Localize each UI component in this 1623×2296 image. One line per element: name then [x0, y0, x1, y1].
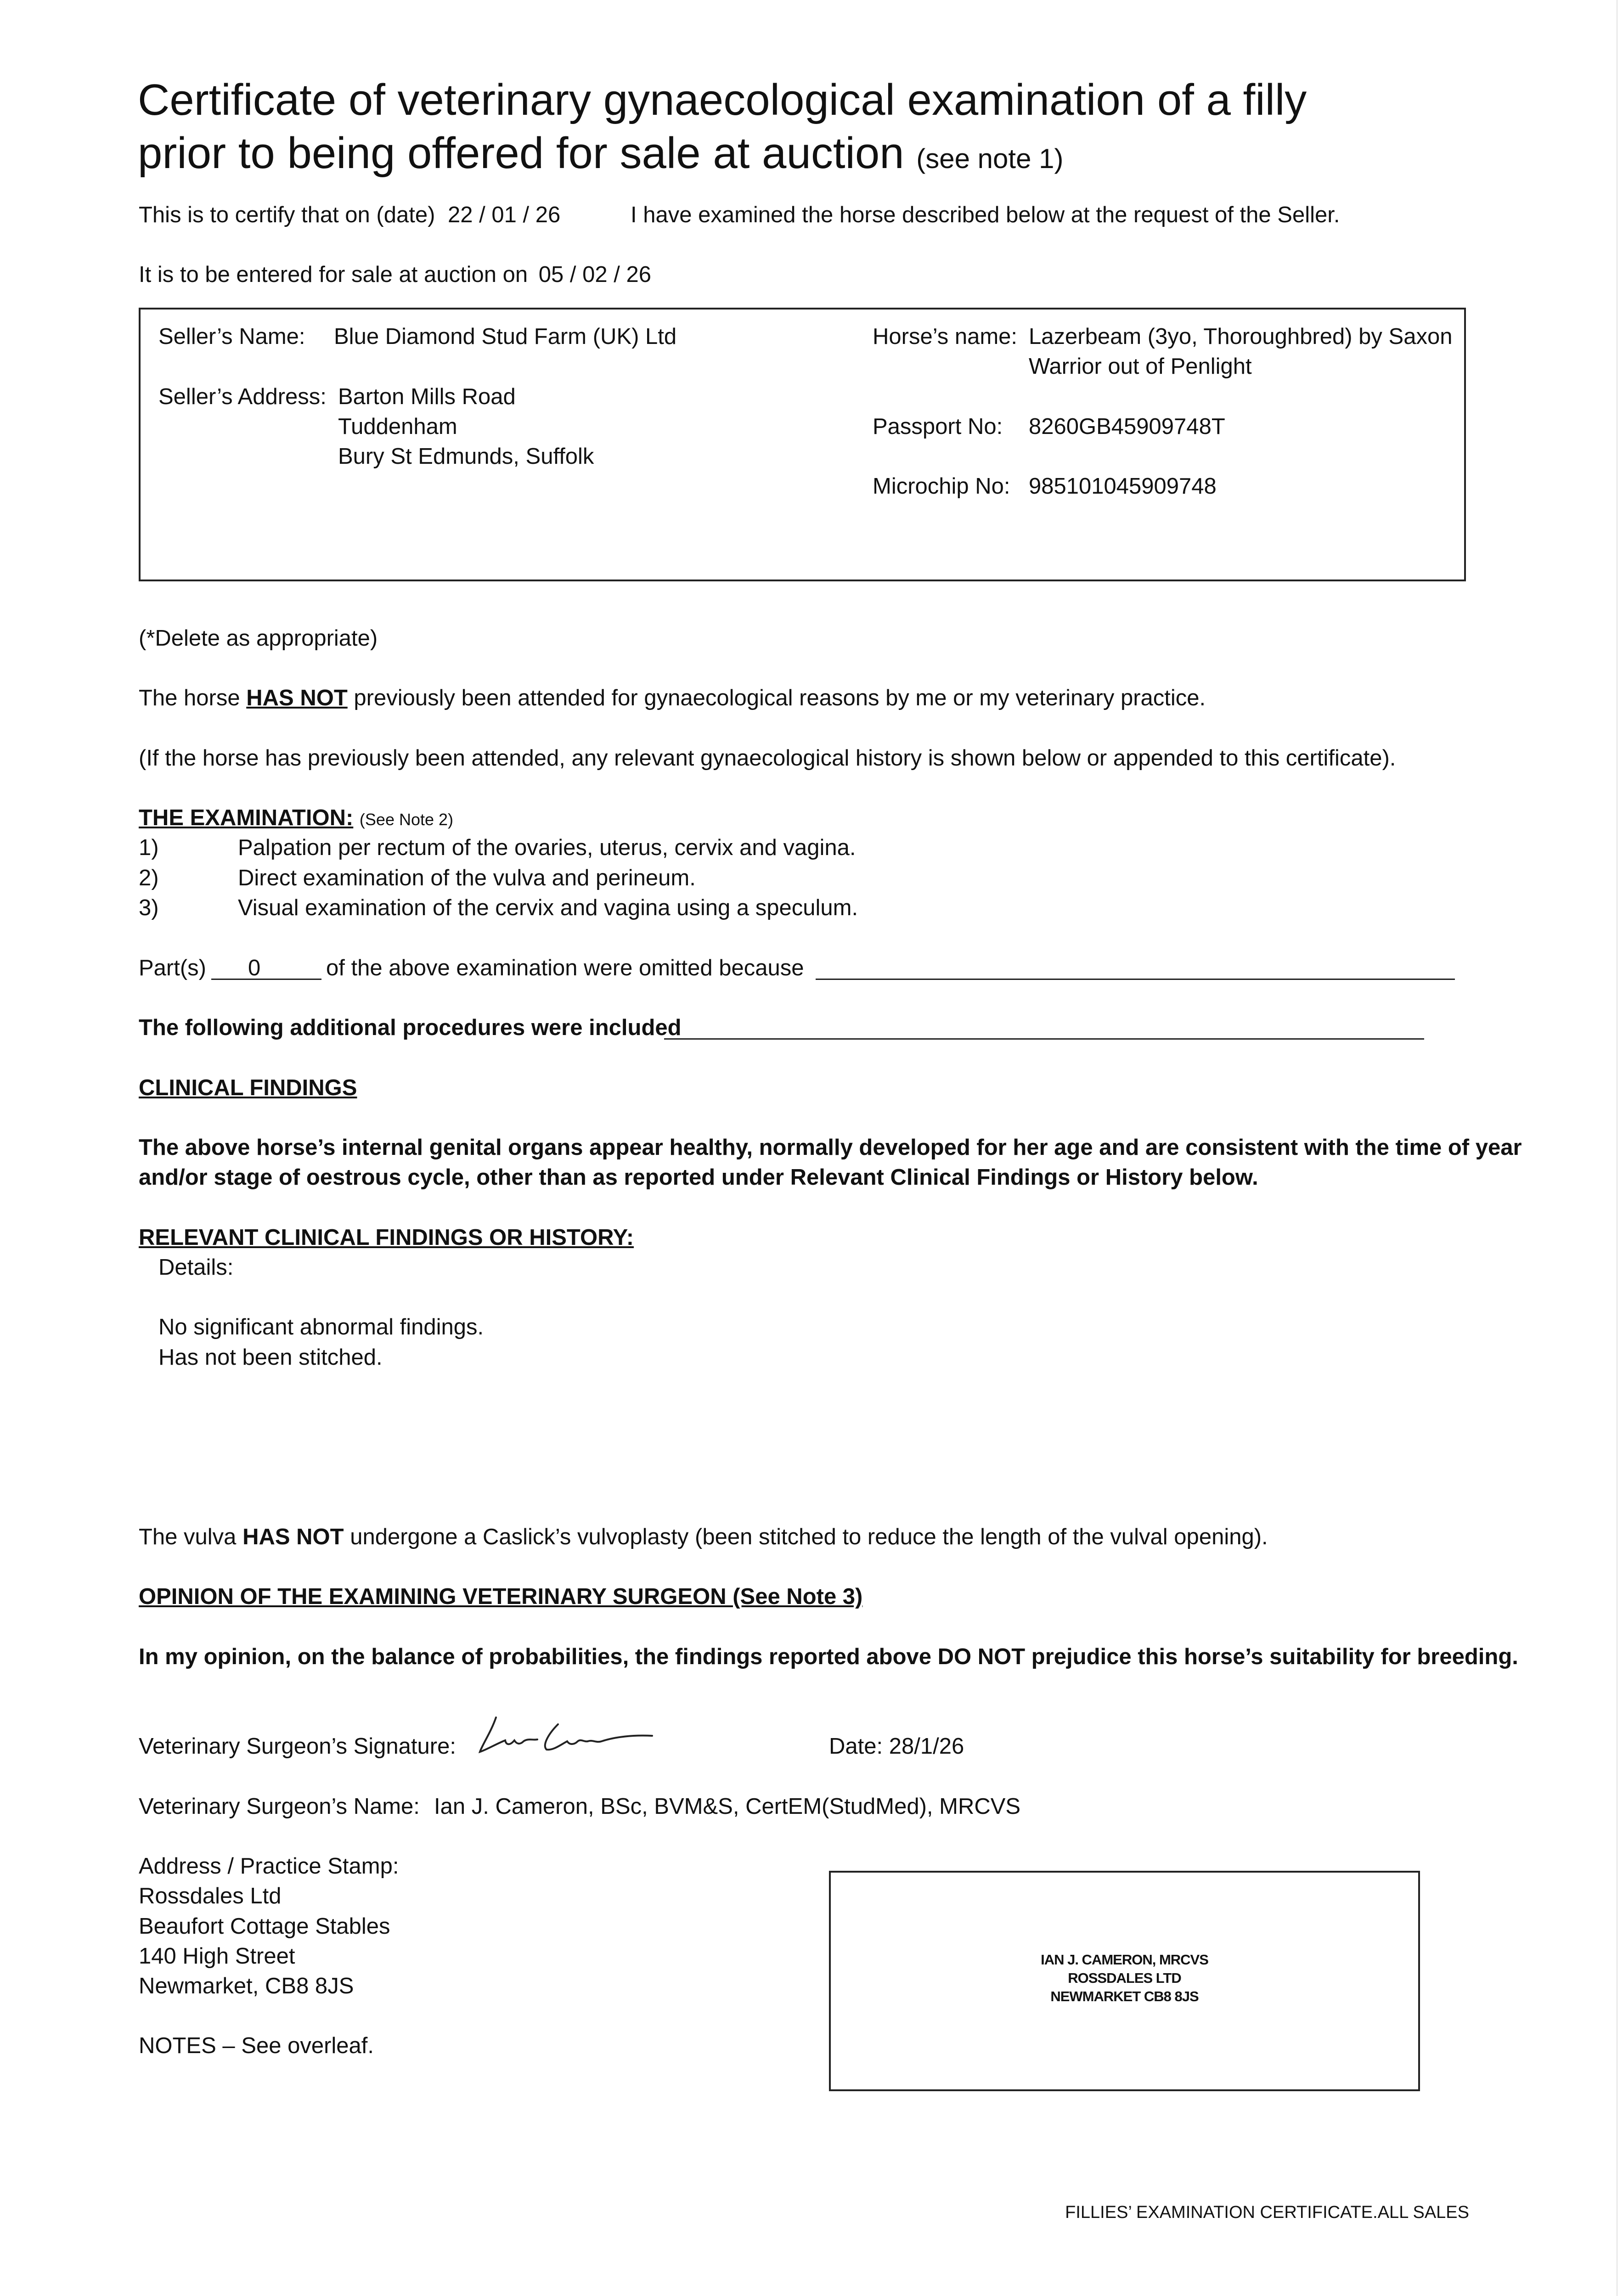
- additional-procedures-line: [664, 1038, 1424, 1040]
- footer-text: FILLIES’ EXAMINATION CERTIFICATE.ALL SALES: [1065, 2203, 1469, 2222]
- stamp-line: ROSSDALES LTD: [1068, 1970, 1181, 1986]
- additional-procedures-label: The following additional procedures were included: [139, 1015, 682, 1040]
- practice-address-line: Newmarket, CB8 8JS: [139, 1974, 354, 1998]
- stamp-line: NEWMARKET CB8 8JS: [1050, 1988, 1199, 2004]
- horse-name-label: Horse’s name:: [873, 324, 1018, 349]
- seller-name-label: Seller’s Name:: [158, 324, 305, 349]
- parts-label: Part(s): [139, 956, 206, 980]
- seller-address-label: Seller’s Address:: [158, 384, 327, 409]
- examination-heading: THE EXAMINATION: (See Note 2): [139, 805, 454, 830]
- clinical-statement-line-1: The above horse’s internal genital organs appear healthy, normally developed for her age and are consistent with the time of year: [139, 1135, 1522, 1160]
- exam-item-num: 1): [139, 835, 159, 860]
- details-label: Details:: [158, 1255, 234, 1280]
- exam-item-num: 2): [139, 866, 159, 890]
- delete-note: (*Delete as appropriate): [139, 626, 378, 651]
- signature-date: Date: 28/1/26: [829, 1734, 964, 1759]
- attended-note: (If the horse has previously been attended, any relevant gynaecological history is shown below or appended to this certificate).: [139, 746, 1396, 771]
- passport-number: 8260GB45909748T: [1029, 414, 1225, 439]
- details-line: No significant abnormal findings.: [158, 1315, 484, 1339]
- notes-overleaf: NOTES – See overleaf.: [139, 2033, 374, 2058]
- auction-date: 05 / 02 / 26: [538, 262, 651, 287]
- title-line-2: prior to being offered for sale at auction: [138, 129, 904, 178]
- exam-item-text: Direct examination of the vulva and perineum.: [238, 866, 696, 890]
- auction-line: It is to be entered for sale at auction on 05 / 02 / 26: [139, 262, 651, 287]
- vulva-statement: The vulva HAS NOT undergone a Caslick’s vulvoplasty (been stitched to reduce the length of the vulval opening).: [139, 1525, 1268, 1549]
- details-line: Has not been stitched.: [158, 1345, 383, 1370]
- passport-label: Passport No:: [873, 414, 1003, 439]
- exam-item-num: 3): [139, 895, 159, 920]
- practice-address-label: Address / Practice Stamp:: [139, 1854, 399, 1879]
- exam-date: 22 / 01 / 26: [448, 203, 561, 227]
- practice-address-line: Beaufort Cottage Stables: [139, 1914, 390, 1939]
- omitted-reason-line: [816, 979, 1455, 980]
- relevant-findings-heading: RELEVANT CLINICAL FINDINGS OR HISTORY:: [139, 1225, 634, 1250]
- seller-address-line-1: Barton Mills Road: [338, 384, 516, 409]
- horse-name-line-1: Lazerbeam (3yo, Thoroughbred) by Saxon: [1029, 324, 1453, 349]
- opinion-heading: OPINION OF THE EXAMINING VETERINARY SURGEON (See Note 3): [139, 1584, 863, 1609]
- seller-address-line-3: Bury St Edmunds, Suffolk: [338, 444, 594, 469]
- certificate-title: [138, 73, 1470, 186]
- exam-item-text: Visual examination of the cervix and vagina using a speculum.: [238, 895, 858, 920]
- stamp-line: IAN J. CAMERON, MRCVS: [1041, 1952, 1208, 1968]
- seller-name: Blue Diamond Stud Farm (UK) Ltd: [334, 324, 677, 349]
- practice-address-line: 140 High Street: [139, 1944, 295, 1969]
- attended-statement: The horse HAS NOT previously been attended for gynaecological reasons by me or my veterinary practice.: [139, 686, 1206, 710]
- signature-label: Veterinary Surgeon’s Signature:: [139, 1734, 456, 1759]
- horse-name-line-2: Warrior out of Penlight: [1029, 354, 1252, 379]
- seller-address-line-2: Tuddenham: [338, 414, 457, 439]
- microchip-number: 985101045909748: [1029, 474, 1217, 499]
- title-line-1: Certificate of veterinary gynaecological examination of a filly: [138, 75, 1307, 124]
- parts-blank-line: [211, 979, 321, 980]
- microchip-label: Microchip No:: [873, 474, 1010, 499]
- certify-request: I have examined the horse described below at the request of the Seller.: [631, 203, 1340, 227]
- surgeon-name-label: Veterinary Surgeon’s Name:: [139, 1794, 420, 1819]
- clinical-findings-heading: CLINICAL FINDINGS: [139, 1075, 357, 1100]
- practice-address-line: Rossdales Ltd: [139, 1884, 282, 1908]
- clinical-statement-line-2: and/or stage of oestrous cycle, other than as reported under Relevant Clinical Findings or History below.: [139, 1165, 1258, 1190]
- attended-emphasis: HAS NOT: [246, 686, 348, 710]
- parts-omitted-text: of the above examination were omitted because: [326, 956, 804, 980]
- opinion-statement: In my opinion, on the balance of probabilities, the findings reported above DO NOT prejudice this horse’s suitability for breeding.: [139, 1644, 1518, 1669]
- handwritten-signature: [478, 1708, 671, 1763]
- surgeon-name: Ian J. Cameron, BSc, BVM&S, CertEM(StudMed), MRCVS: [434, 1794, 1021, 1819]
- exam-item-text: Palpation per rectum of the ovaries, uterus, cervix and vagina.: [238, 835, 856, 860]
- title-note: (see note 1): [916, 143, 1064, 174]
- vulva-emphasis: HAS NOT: [242, 1525, 344, 1549]
- practice-stamp: [829, 1951, 1420, 2006]
- certify-intro: This is to certify that on (date) 22 / 01 / 26: [139, 203, 561, 227]
- parts-value: 0: [248, 956, 261, 980]
